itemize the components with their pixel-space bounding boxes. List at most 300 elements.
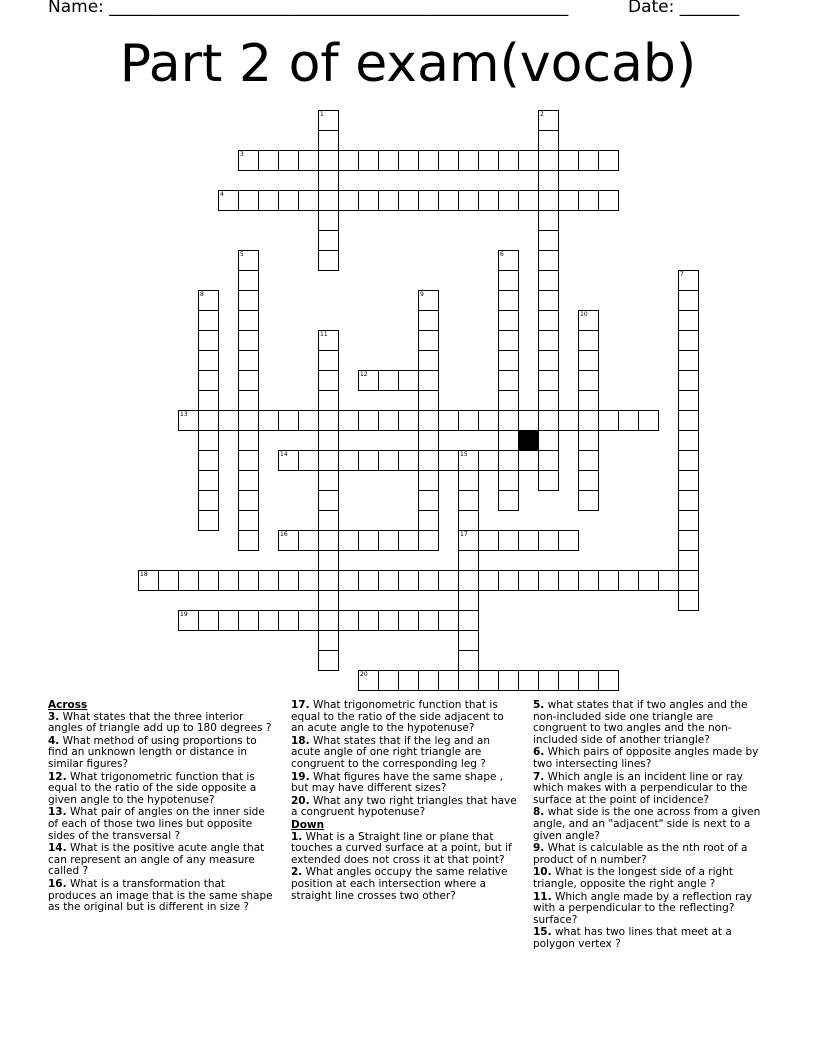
grid-cell[interactable] xyxy=(538,470,559,491)
grid-cell[interactable] xyxy=(398,450,419,471)
grid-cell[interactable] xyxy=(558,670,579,691)
grid-cell[interactable] xyxy=(238,250,259,271)
grid-cell[interactable] xyxy=(458,650,479,671)
grid-cell[interactable] xyxy=(518,670,539,691)
grid-cell[interactable] xyxy=(398,370,419,391)
grid-cell[interactable] xyxy=(458,570,479,591)
grid-cell[interactable] xyxy=(318,130,339,151)
grid-cell[interactable] xyxy=(358,530,379,551)
grid-cell[interactable] xyxy=(418,570,439,591)
grid-cell[interactable] xyxy=(258,570,279,591)
grid-cell[interactable] xyxy=(238,150,259,171)
grid-cell[interactable] xyxy=(518,150,539,171)
clue-item xyxy=(48,843,276,878)
grid-cell[interactable] xyxy=(678,390,699,411)
grid-cell[interactable] xyxy=(538,370,559,391)
grid-cell[interactable] xyxy=(458,670,479,691)
clue-item-number: 19. xyxy=(291,770,310,783)
grid-cell[interactable] xyxy=(498,570,519,591)
grid-cell[interactable] xyxy=(318,630,339,651)
grid-cell[interactable] xyxy=(578,670,599,691)
clue-item-text: what side is the one across from a given angle, and an "adjacent" side is next to a given angle? xyxy=(533,806,761,842)
grid-cell[interactable] xyxy=(218,570,239,591)
clue-item-number: 1. xyxy=(291,830,303,843)
grid-cell[interactable] xyxy=(498,350,519,371)
grid-cell[interactable] xyxy=(558,410,579,431)
across-heading: Across xyxy=(48,699,88,711)
grid-cell[interactable] xyxy=(538,570,559,591)
grid-cell[interactable] xyxy=(478,190,499,211)
grid-cell[interactable] xyxy=(138,570,159,591)
name-field[interactable]: Name: ______________________________________________________ xyxy=(48,0,569,17)
clue-number: 3 xyxy=(240,151,244,158)
grid-cell[interactable] xyxy=(438,670,459,691)
grid-cell[interactable] xyxy=(318,610,339,631)
grid-cell[interactable] xyxy=(478,450,499,471)
grid-cell[interactable] xyxy=(238,450,259,471)
grid-cell[interactable] xyxy=(538,210,559,231)
grid-cell[interactable] xyxy=(398,670,419,691)
grid-cell[interactable] xyxy=(338,450,359,471)
grid-cell[interactable] xyxy=(198,510,219,531)
grid-cell[interactable] xyxy=(318,410,339,431)
grid-cell[interactable] xyxy=(318,370,339,391)
grid-cell[interactable] xyxy=(358,410,379,431)
grid-cell[interactable] xyxy=(518,530,539,551)
grid-cell[interactable] xyxy=(398,530,419,551)
grid-cell[interactable] xyxy=(378,190,399,211)
clue-item-number: 11. xyxy=(533,890,552,903)
clue-item xyxy=(533,807,761,842)
grid-cell[interactable] xyxy=(538,190,559,211)
grid-cell[interactable] xyxy=(238,570,259,591)
grid-cell[interactable] xyxy=(638,570,659,591)
grid-cell[interactable] xyxy=(538,390,559,411)
grid-cell[interactable] xyxy=(618,570,639,591)
grid-cell[interactable] xyxy=(458,530,479,551)
grid-cell[interactable] xyxy=(298,570,319,591)
grid-cell[interactable] xyxy=(238,510,259,531)
grid-cell[interactable] xyxy=(238,530,259,551)
grid-cell[interactable] xyxy=(238,370,259,391)
grid-cell[interactable] xyxy=(438,150,459,171)
grid-cell[interactable] xyxy=(378,670,399,691)
grid-cell[interactable] xyxy=(398,570,419,591)
grid-cell[interactable] xyxy=(178,410,199,431)
grid-cell[interactable] xyxy=(498,190,519,211)
grid-cell[interactable] xyxy=(418,430,439,451)
grid-cell[interactable] xyxy=(678,490,699,511)
grid-cell[interactable] xyxy=(458,610,479,631)
grid-cell[interactable] xyxy=(478,530,499,551)
grid-cell[interactable] xyxy=(258,150,279,171)
grid-cell[interactable] xyxy=(458,550,479,571)
grid-cell[interactable] xyxy=(538,130,559,151)
grid-cell[interactable] xyxy=(338,190,359,211)
grid-cell[interactable] xyxy=(478,410,499,431)
clue-item xyxy=(48,879,276,914)
grid-cell[interactable] xyxy=(458,450,479,471)
grid-cell[interactable] xyxy=(278,190,299,211)
grid-cell[interactable] xyxy=(498,310,519,331)
grid-cell[interactable] xyxy=(418,330,439,351)
grid-cell[interactable] xyxy=(538,410,559,431)
grid-cell[interactable] xyxy=(418,350,439,371)
grid-cell[interactable] xyxy=(538,430,559,451)
grid-cell[interactable] xyxy=(418,390,439,411)
grid-cell[interactable] xyxy=(598,190,619,211)
grid-cell[interactable] xyxy=(238,310,259,331)
clue-item-text: what states that if two angles and the non-included side one triangle are congruent to two angles and the non-included side of another triangle? xyxy=(533,699,748,746)
grid-cell[interactable] xyxy=(338,410,359,431)
grid-cell[interactable] xyxy=(398,150,419,171)
grid-cell[interactable] xyxy=(418,190,439,211)
grid-cell[interactable] xyxy=(318,170,339,191)
grid-cell[interactable] xyxy=(458,490,479,511)
grid-cell[interactable] xyxy=(238,290,259,311)
grid-cell[interactable] xyxy=(498,670,519,691)
clue-item-number: 4. xyxy=(48,734,60,747)
grid-cell[interactable] xyxy=(578,370,599,391)
grid-cell[interactable] xyxy=(278,610,299,631)
grid-cell[interactable] xyxy=(318,150,339,171)
grid-cell[interactable] xyxy=(358,190,379,211)
grid-cell[interactable] xyxy=(238,350,259,371)
grid-cell[interactable] xyxy=(538,270,559,291)
grid-cell[interactable] xyxy=(318,470,339,491)
grid-cell[interactable] xyxy=(398,610,419,631)
clue-item-number: 9. xyxy=(533,842,545,855)
grid-cell[interactable] xyxy=(258,190,279,211)
grid-cell[interactable] xyxy=(518,410,539,431)
grid-cell[interactable] xyxy=(358,610,379,631)
grid-cell[interactable] xyxy=(518,450,539,471)
grid-cell[interactable] xyxy=(578,490,599,511)
grid-cell[interactable] xyxy=(218,410,239,431)
grid-cell[interactable] xyxy=(578,350,599,371)
grid-cell[interactable] xyxy=(258,410,279,431)
grid-cell[interactable] xyxy=(258,610,279,631)
grid-cell[interactable] xyxy=(558,570,579,591)
grid-cell[interactable] xyxy=(338,610,359,631)
grid-cell[interactable] xyxy=(418,410,439,431)
grid-cell[interactable] xyxy=(678,450,699,471)
grid-cell[interactable] xyxy=(198,570,219,591)
grid-cell[interactable] xyxy=(478,570,499,591)
grid-cell[interactable] xyxy=(338,530,359,551)
grid-cell[interactable] xyxy=(378,570,399,591)
clue-item xyxy=(48,807,276,842)
grid-cell[interactable] xyxy=(678,430,699,451)
grid-cell[interactable] xyxy=(198,430,219,451)
grid-cell[interactable] xyxy=(178,610,199,631)
grid-cell[interactable] xyxy=(318,530,339,551)
grid-cell[interactable] xyxy=(578,310,599,331)
grid-cell[interactable] xyxy=(418,530,439,551)
grid-cell[interactable] xyxy=(578,410,599,431)
grid-cell[interactable] xyxy=(558,530,579,551)
grid-cell[interactable] xyxy=(298,450,319,471)
grid-cell[interactable] xyxy=(318,190,339,211)
grid-cell[interactable] xyxy=(598,150,619,171)
grid-cell[interactable] xyxy=(318,250,339,271)
grid-cell[interactable] xyxy=(318,570,339,591)
grid-cell[interactable] xyxy=(458,510,479,531)
grid-cell[interactable] xyxy=(198,290,219,311)
grid-cell[interactable] xyxy=(338,150,359,171)
grid-cell[interactable] xyxy=(538,450,559,471)
grid-cell[interactable] xyxy=(538,250,559,271)
grid-cell[interactable] xyxy=(418,610,439,631)
grid-cell[interactable] xyxy=(238,470,259,491)
grid-cell[interactable] xyxy=(498,290,519,311)
grid-cell[interactable] xyxy=(418,510,439,531)
grid-cell[interactable] xyxy=(578,190,599,211)
grid-cell[interactable] xyxy=(638,410,659,431)
grid-cell[interactable] xyxy=(458,630,479,651)
grid-cell[interactable] xyxy=(318,390,339,411)
grid-cell[interactable] xyxy=(438,570,459,591)
grid-cell[interactable] xyxy=(458,150,479,171)
grid-cell[interactable] xyxy=(238,270,259,291)
grid-cell[interactable] xyxy=(498,270,519,291)
clue-item xyxy=(48,736,276,771)
grid-cell[interactable] xyxy=(538,150,559,171)
grid-cell[interactable] xyxy=(198,310,219,331)
grid-cell[interactable] xyxy=(578,430,599,451)
grid-cell[interactable] xyxy=(358,670,379,691)
grid-cell[interactable] xyxy=(198,490,219,511)
grid-cell[interactable] xyxy=(198,330,219,351)
grid-cell[interactable] xyxy=(678,530,699,551)
grid-cell[interactable] xyxy=(418,470,439,491)
grid-cell[interactable] xyxy=(238,490,259,511)
clue-number: 10 xyxy=(580,311,588,318)
grid-cell[interactable] xyxy=(678,310,699,331)
grid-cell[interactable] xyxy=(238,410,259,431)
grid-cell[interactable] xyxy=(318,510,339,531)
clue-item-number: 13. xyxy=(48,806,67,819)
grid-cell[interactable] xyxy=(498,390,519,411)
grid-cell[interactable] xyxy=(178,570,199,591)
grid-cell[interactable] xyxy=(478,150,499,171)
grid-cell[interactable] xyxy=(598,570,619,591)
grid-cell[interactable] xyxy=(578,470,599,491)
grid-cell[interactable] xyxy=(198,390,219,411)
grid-cell[interactable] xyxy=(318,330,339,351)
grid-cell[interactable] xyxy=(318,650,339,671)
grid-cell[interactable] xyxy=(218,610,239,631)
grid-cell[interactable] xyxy=(478,670,499,691)
clue-item-text: what has two lines that meet at a polygon vertex ? xyxy=(533,926,732,950)
date-field[interactable]: Date: _______ xyxy=(628,0,740,17)
grid-cell[interactable] xyxy=(398,190,419,211)
grid-cell[interactable] xyxy=(518,190,539,211)
grid-cell[interactable] xyxy=(678,570,699,591)
grid-cell[interactable] xyxy=(238,430,259,451)
grid-cell[interactable] xyxy=(418,310,439,331)
clue-item-text: What is calculable as the nth root of a product of n number? xyxy=(533,842,748,866)
grid-cell[interactable] xyxy=(578,390,599,411)
grid-cell[interactable] xyxy=(538,290,559,311)
grid-cell[interactable] xyxy=(498,470,519,491)
grid-cell[interactable] xyxy=(318,590,339,611)
grid-cell[interactable] xyxy=(318,350,339,371)
grid-cell[interactable] xyxy=(578,570,599,591)
grid-cell[interactable] xyxy=(418,150,439,171)
grid-cell[interactable] xyxy=(538,110,559,131)
grid-cell[interactable] xyxy=(458,410,479,431)
clue-item xyxy=(291,700,519,735)
grid-cell[interactable] xyxy=(378,410,399,431)
grid-cell[interactable] xyxy=(218,190,239,211)
grid-cell[interactable] xyxy=(238,390,259,411)
clue-item-number: 18. xyxy=(291,734,310,747)
grid-cell[interactable] xyxy=(238,330,259,351)
grid-cell[interactable] xyxy=(558,150,579,171)
grid-cell[interactable] xyxy=(678,590,699,611)
grid-cell[interactable] xyxy=(378,530,399,551)
grid-cell[interactable] xyxy=(318,550,339,571)
grid-cell[interactable] xyxy=(578,450,599,471)
grid-cell[interactable] xyxy=(198,370,219,391)
grid-cell[interactable] xyxy=(678,350,699,371)
clues-column-3 xyxy=(533,700,761,951)
grid-cell[interactable] xyxy=(678,550,699,571)
grid-cell[interactable] xyxy=(678,410,699,431)
grid-cell[interactable] xyxy=(278,570,299,591)
grid-cell[interactable] xyxy=(238,190,259,211)
grid-cell[interactable] xyxy=(378,150,399,171)
grid-cell[interactable] xyxy=(678,330,699,351)
clue-item-text: What pair of angles on the inner side of each of those two lines but opposite sides of the transversal ? xyxy=(48,806,265,842)
grid-cell[interactable] xyxy=(498,410,519,431)
grid-cell[interactable] xyxy=(418,670,439,691)
grid-cell[interactable] xyxy=(538,350,559,371)
grid-cell[interactable] xyxy=(438,190,459,211)
clue-number: 6 xyxy=(500,251,504,258)
grid-cell[interactable] xyxy=(318,230,339,251)
grid-cell[interactable] xyxy=(318,210,339,231)
clue-item-number: 17. xyxy=(291,699,310,711)
grid-cell[interactable] xyxy=(318,490,339,511)
clue-item-number: 20. xyxy=(291,794,310,807)
clue-item xyxy=(533,892,761,927)
grid-cell[interactable] xyxy=(378,370,399,391)
grid-cell[interactable] xyxy=(358,570,379,591)
grid-cell[interactable] xyxy=(618,410,639,431)
clue-item xyxy=(533,700,761,746)
grid-cell[interactable] xyxy=(298,190,319,211)
grid-cell[interactable] xyxy=(238,610,259,631)
grid-cell[interactable] xyxy=(318,110,339,131)
clue-item-text: Which angle made by a reflection ray with a perpendicular to the reflecting? surface? xyxy=(533,890,753,926)
grid-cell[interactable] xyxy=(538,670,559,691)
grid-cell[interactable] xyxy=(538,230,559,251)
grid-cell[interactable] xyxy=(598,410,619,431)
grid-cell[interactable] xyxy=(358,370,379,391)
grid-cell[interactable] xyxy=(278,450,299,471)
grid-cell[interactable] xyxy=(538,330,559,351)
grid-cell[interactable] xyxy=(378,610,399,631)
grid-cell[interactable] xyxy=(538,170,559,191)
grid-cell[interactable] xyxy=(498,370,519,391)
grid-cell[interactable] xyxy=(298,150,319,171)
grid-cell[interactable] xyxy=(318,430,339,451)
grid-cell[interactable] xyxy=(538,310,559,331)
grid-cell[interactable] xyxy=(458,190,479,211)
grid-cell[interactable] xyxy=(458,590,479,611)
clue-item-text: What any two right triangles that have a congruent hypotenuse? xyxy=(291,794,517,819)
grid-cell[interactable] xyxy=(418,490,439,511)
grid-cell[interactable] xyxy=(318,450,339,471)
grid-cell[interactable] xyxy=(498,250,519,271)
grid-cell[interactable] xyxy=(198,470,219,491)
grid-cell[interactable] xyxy=(298,610,319,631)
grid-cell[interactable] xyxy=(418,370,439,391)
clue-item xyxy=(533,843,761,866)
grid-cell[interactable] xyxy=(278,150,299,171)
grid-cell[interactable] xyxy=(518,570,539,591)
grid-cell[interactable] xyxy=(678,510,699,531)
grid-cell[interactable] xyxy=(298,530,319,551)
clue-item-number: 6. xyxy=(533,746,545,759)
grid-cell[interactable] xyxy=(458,470,479,491)
grid-cell[interactable] xyxy=(678,270,699,291)
grid-cell[interactable] xyxy=(678,470,699,491)
grid-cell[interactable] xyxy=(158,570,179,591)
grid-cell[interactable] xyxy=(498,490,519,511)
grid-cell[interactable] xyxy=(198,610,219,631)
grid-cell[interactable] xyxy=(418,450,439,471)
grid-cell[interactable] xyxy=(438,610,459,631)
grid-cell[interactable] xyxy=(678,370,699,391)
grid-cell[interactable] xyxy=(498,150,519,171)
grid-cell[interactable] xyxy=(278,530,299,551)
grid-cell[interactable] xyxy=(538,530,559,551)
grid-cell[interactable] xyxy=(658,570,679,591)
grid-cell[interactable] xyxy=(578,330,599,351)
grid-cell[interactable] xyxy=(558,190,579,211)
clue-item-text: What is a Straight line or plane that touches a curved surface at a point, but if extended does not cross it at that point? xyxy=(291,830,512,866)
clue-number: 13 xyxy=(180,411,188,418)
clue-item-text: Which angle is an incident line or ray which makes with a perpendicular to the surface at the point of incidence? xyxy=(533,770,748,806)
grid-cell[interactable] xyxy=(198,410,219,431)
grid-cell[interactable] xyxy=(598,670,619,691)
grid-cell[interactable] xyxy=(498,330,519,351)
grid-cell[interactable] xyxy=(198,450,219,471)
clue-number: 16 xyxy=(280,531,288,538)
grid-cell[interactable] xyxy=(298,410,319,431)
grid-cell[interactable] xyxy=(438,450,459,471)
grid-cell[interactable] xyxy=(578,150,599,171)
grid-cell[interactable] xyxy=(398,410,419,431)
grid-cell[interactable] xyxy=(358,450,379,471)
grid-cell[interactable] xyxy=(498,530,519,551)
grid-cell[interactable] xyxy=(498,450,519,471)
grid-cell[interactable] xyxy=(378,450,399,471)
grid-cell[interactable] xyxy=(278,410,299,431)
grid-cell[interactable] xyxy=(338,570,359,591)
grid-cell[interactable] xyxy=(198,350,219,371)
grid-cell[interactable] xyxy=(498,430,519,451)
grid-cell[interactable] xyxy=(418,290,439,311)
grid-cell[interactable] xyxy=(678,290,699,311)
grid-cell[interactable] xyxy=(358,150,379,171)
clue-item-number: 15. xyxy=(533,926,552,939)
grid-cell[interactable] xyxy=(438,410,459,431)
clue-number: 12 xyxy=(360,371,368,378)
